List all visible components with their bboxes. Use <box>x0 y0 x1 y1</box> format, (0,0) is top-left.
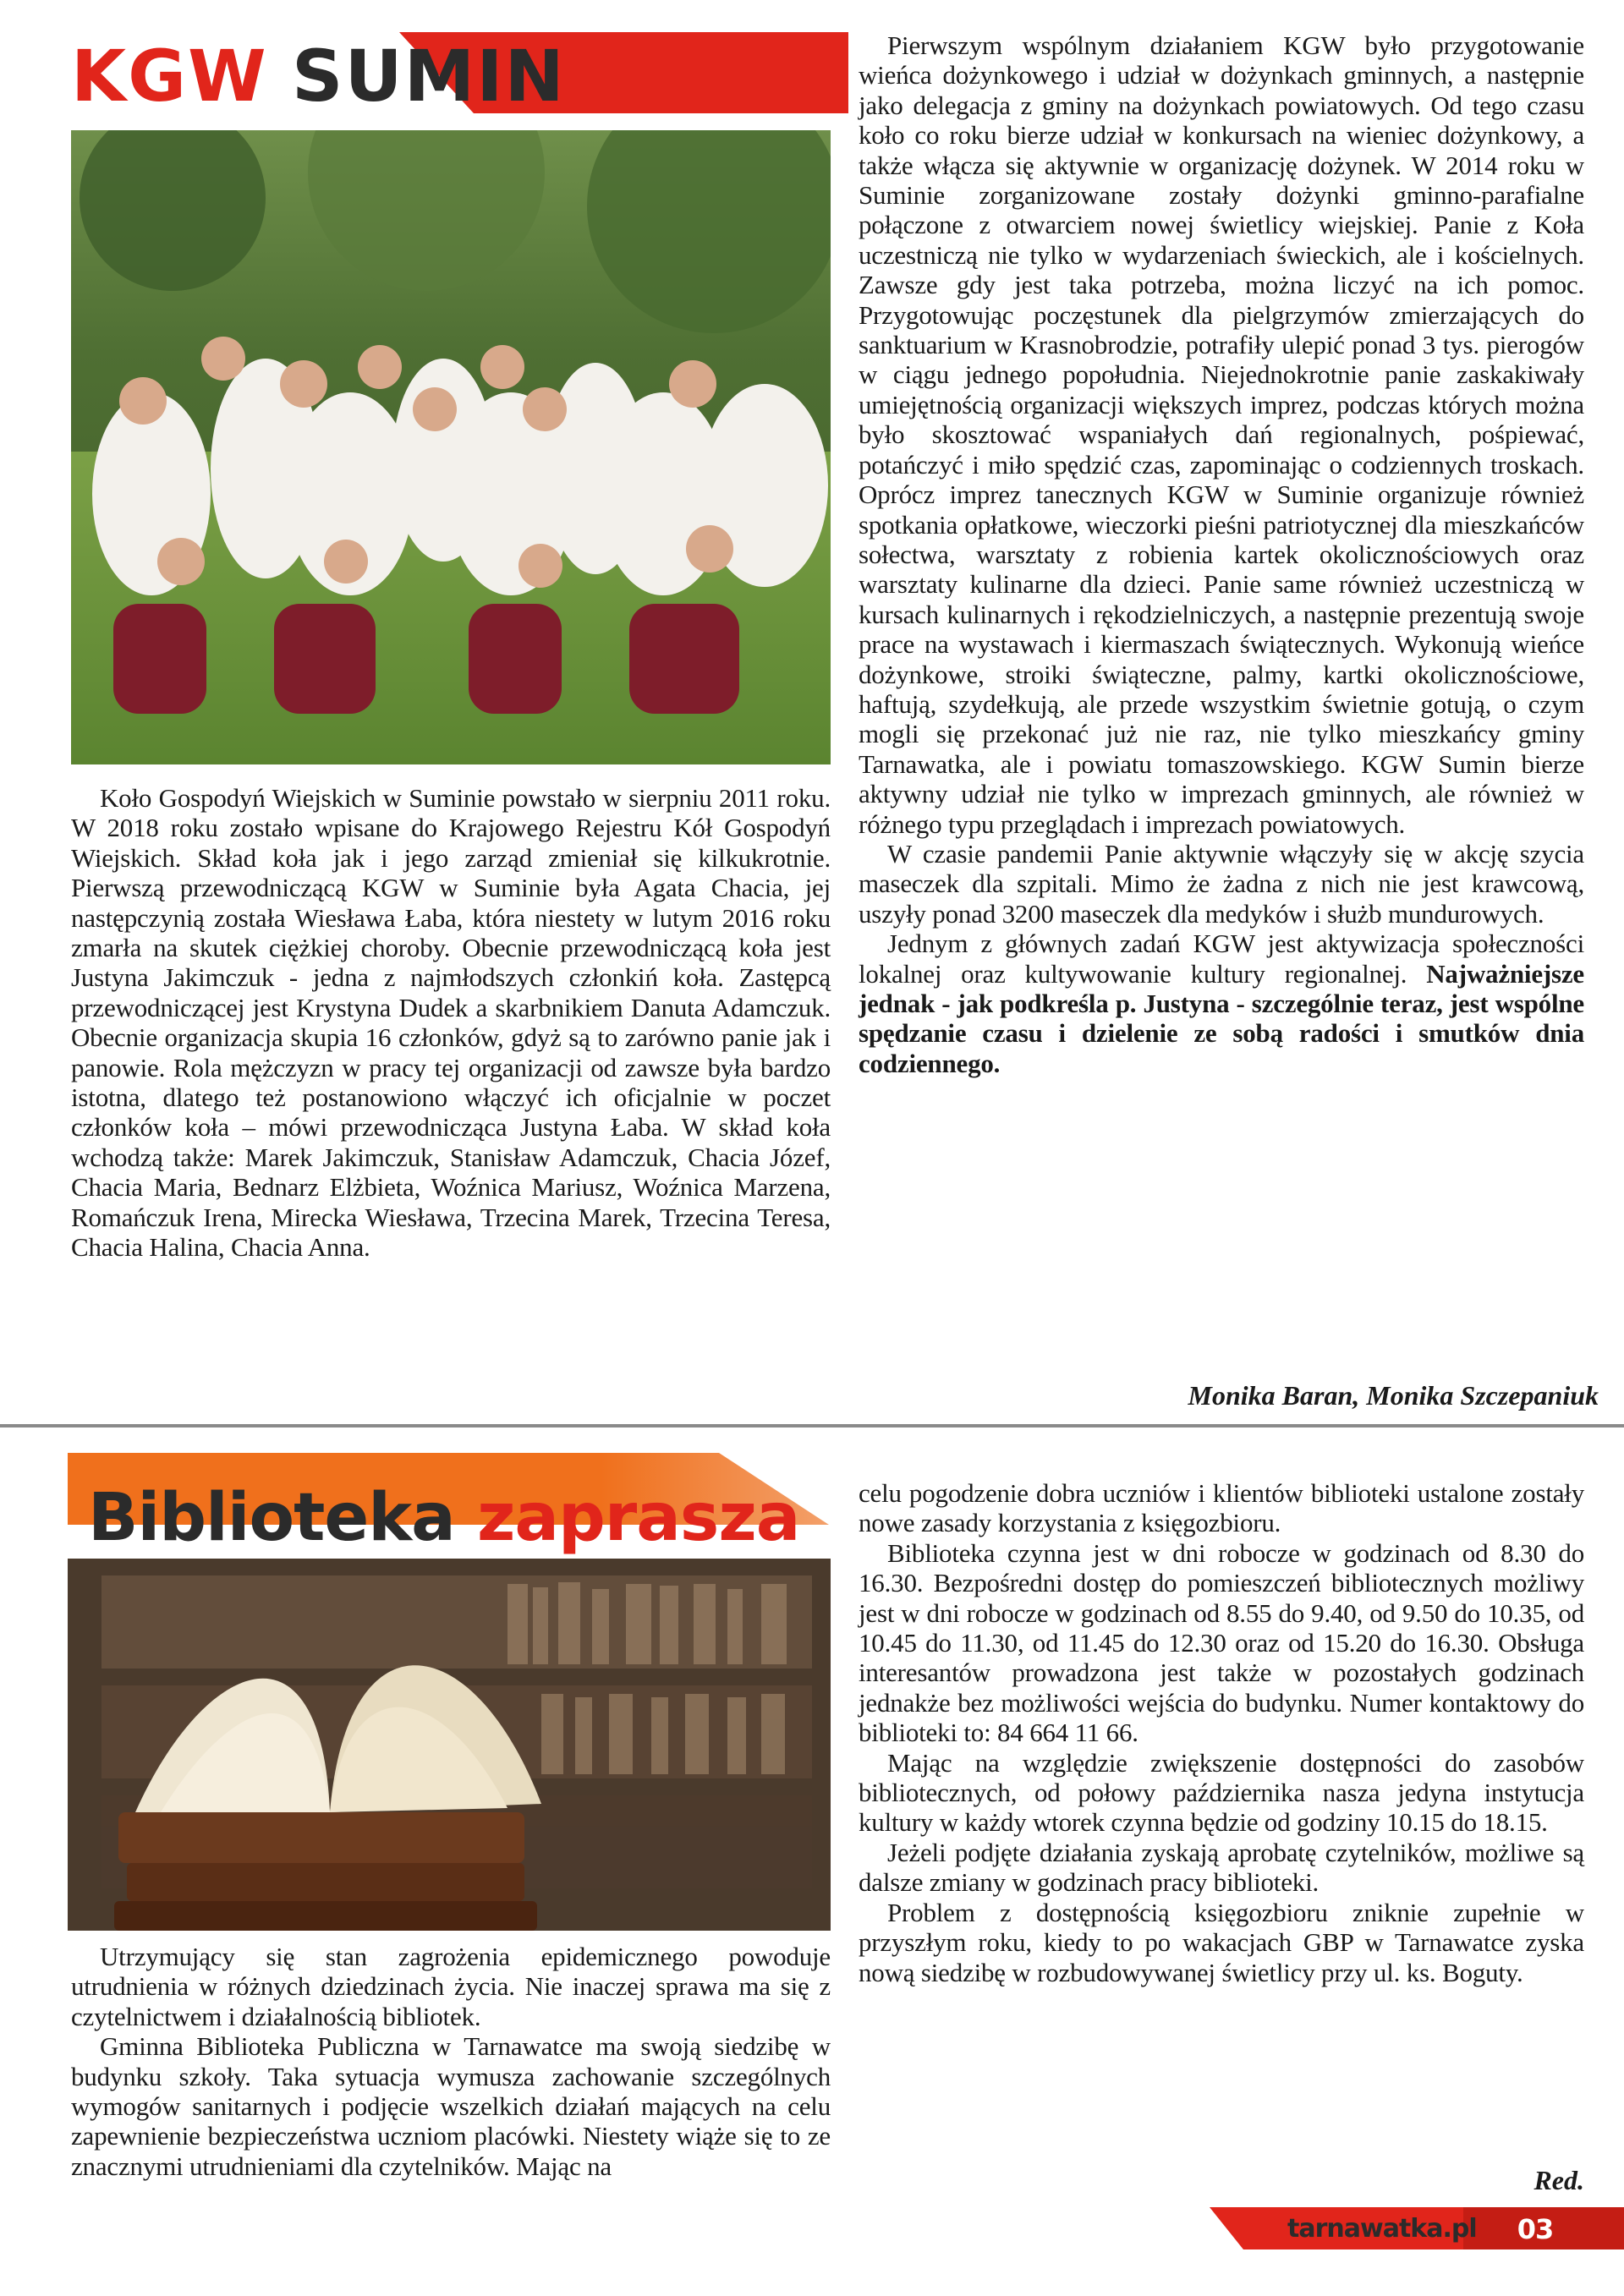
library-continuation: celu pogodzenie dobra uczniów i klientów biblioteki ustalone zostały nowe zasady korzystania z księgozbioru. <box>859 1478 1584 1538</box>
library-paragraph: Biblioteka czynna jest w dni robocze w godzinach od 8.30 do 16.30. Bezpośredni dostęp do pomieszczeń bibliotecznych możliwy jest w dni robocze w godzinach od 8.55 do 9.40, od 9.50 do 10.35, od 10.45 do 11.30, od 11.45 do 12.30 oraz od 15.20 do 16.30. Obsługa interesantów prowadzona jest także w pozostałych godzinach jednakże bez możliwości wejścia do budynku. Numer kontaktowy do biblioteki to: 84 664 11 66. <box>859 1537 1584 1748</box>
kgw-text-right <box>859 30 1584 1078</box>
library-text-left <box>71 1942 831 2181</box>
kgw-paragraph: Koło Gospodyń Wiejskich w Suminie powstało w sierpniu 2011 roku. W 2018 roku zostało wpisane do Krajowego Rejestru Kół Gospodyń Wiejskich. Skład koła jak i jego zarząd zmieniał się kilkukrotnie. Pierwszą przewodniczącą KGW w Suminie była Agata Chacia, jej następczynią została Wiesława Łaba, która niestety w lutym 2016 roku zmarła na skutek ciężkiej choroby. Obecnie przewodniczącą koła jest Justyna Jakimczuk - jedna z najmłodszych członkiń koła. Zastępcą przewodniczącej jest Krystyna Dudek a skarbnikiem Danuta Adamczuk. Obecnie organizacja skupia 16 członków, gdyż są to zarówno panie jak i panowie. Rola mężczyzn w pracy tej organizacji od zawsze była bardzo istotna, dlatego też postanowiono włączyć ich oficjalnie w poczet członków koła – mówi przewodnicząca Justyna Łaba. W skład koła wchodzą także: Marek Jakimczuk, Stanisław Adamczuk, Chacia Józef, Chacia Maria, Bednarz Elżbieta, Woźnica Mariusz, Woźnica Marzena, Romańczuk Irena, Mirecka Wiesława, Trzecina Marek, Trzecina Teresa, Chacia Halina, Chacia Anna. <box>71 783 831 1263</box>
kgw-final-bold: Najważniejsze jednak - jak podkreśla p. Justyna - szczególnie teraz, jest wspólne spędzanie czasu i dzielenie ze sobą radości i smutków dnia codziennego. <box>859 958 1584 1078</box>
kgw-authors: Monika Baran, Monika Szczepaniuk <box>1188 1380 1599 1411</box>
kgw-final-normal: Jednym z głównych zadań KGW jest aktywizacja społeczności lokalnej oraz kultywowanie kultury regionalnej. <box>859 929 1584 989</box>
kgw-title-main: SUMIN <box>291 35 566 118</box>
library-paragraph: Problem z dostępnością księgozbioru zniknie zupełnie w przyszłym roku, kiedy to po wakacjach GBP w Tarnawatce zyska nową siedzibę w rozbudowywanej świetlicy przy ul. ks. Boguty. <box>859 1897 1584 1987</box>
library-paragraph: Utrzymujący się stan zagrożenia epidemicznego powoduje utrudnienia w różnych dziedzinach życia. Nie inaczej sprawa ma się z czytelnictwem i działalnością bibliotek. <box>71 1942 831 2031</box>
library-paragraph: Mając na względzie zwiększenie dostępności do zasobów bibliotecznych, od połowy października nasza jedyna instytucja kultury w każdy wtorek czynna będzie od godziny 10.15 do 18.15. <box>859 1747 1584 1838</box>
library-title-main: Biblioteka <box>88 1480 455 1556</box>
section-divider <box>0 1424 1624 1427</box>
footer-website[interactable]: tarnawatka.pl <box>1287 2214 1477 2244</box>
kgw-title-prefix: KGW <box>71 35 268 118</box>
library-paragraph: Jeżeli podjęte działania zyskają aprobatę czytelników, możliwe są dalsze zmiany w godzinach pracy biblioteki. <box>859 1837 1584 1898</box>
library-signature: Red. <box>1533 2165 1584 2195</box>
kgw-group-photo <box>71 130 831 764</box>
page-footer <box>1210 2207 1624 2254</box>
library-title-banner <box>68 1453 829 1559</box>
kgw-paragraph: Pierwszym wspólnym działaniem KGW było przygotowanie wieńca dożynkowego i udział w dożynkach gminnych, a następnie jako delegacja z gminy na dożynkach powiatowych. Od tego czasu koło co roku bierze udział w konkursach na wieniec dożynkowy, a także włącza się aktywnie w organizację dożynek. W 2014 roku w Suminie zorganizowane zostały dożynki gminno-parafialne połączone z otwarciem nowej świetlicy wiejskiej. Panie z Koła uczestniczą nie tylko w wydarzeniach świeckich, ale i kościelnych. Zawsze gdy jest taka potrzeba, można liczyć na ich pomoc. Przygotowując poczęstunek dla pielgrzymów zmierzających do sanktuarium w Krasnobrodzie, potrafiły ulepić ponad 3 tys. pierogów w ciągu jednego popołudnia. Niejednokrotnie panie zaskakiwały umiejętnością organizacji większych imprez, podczas których można było skosztować wspaniałych dań regionalnych, pośpiewać, potańczyć i miło spędzić czas, zapominając o codziennych troskach. Oprócz imprez tanecznych KGW w Suminie organizuje również spotkania opłatkowe, wieczorki pieśni patriotycznej dla mieszkańców sołectwa, warsztaty z robienia kartek okolicznościowych oraz warsztaty kulinarne dla dzieci. Panie same również uczestniczą w kursach kulinarnych i rękodzielniczych, a następnie prezentują swoje prace na wystawach i kiermaszach świątecznych. Wykonują wieńce dożynkowe, stroiki świąteczne, palmy, kartki okolicznościowe, haftują, szydełkują, ale przede wszystkim świetnie gotują, o czym mogli się przekonać już nie raz, nie tylko mieszkańcy gminy Tarnawatka, ale i powiatu tomaszowskiego. KGW Sumin bierze aktywny udział nie tylko w imprezach gminnych, ale również w różnego typu przeglądach i imprezach powiatowych. <box>859 30 1584 839</box>
kgw-paragraph-final <box>859 929 1584 1078</box>
library-book-photo <box>68 1559 831 1931</box>
library-title-accent: zaprasza <box>476 1480 800 1556</box>
library-text-right <box>859 1478 1584 1987</box>
kgw-text-left <box>71 783 831 1263</box>
library-paragraph: Gminna Biblioteka Publiczna w Tarnawatce ma swoją siedzibę w budynku szkoły. Taka sytuacja wymusza zachowanie szczególnych wymogów sanitarnych i podjęcie wszelkich działań mających na celu zapewnienie bezpieczeństwa uczniom placówki. Niestety wiąże się to ze znacznymi utrudnieniami dla czytelników. Mając na <box>71 2031 831 2181</box>
page-number: 03 <box>1517 2213 1554 2245</box>
kgw-paragraph: W czasie pandemii Panie aktywnie włączyły się w akcję szycia maseczek dla szpitali. Mimo że żadna z nich nie jest krawcową, uszyły ponad 3200 maseczek dla medyków i służb mundurowych. <box>859 838 1584 929</box>
